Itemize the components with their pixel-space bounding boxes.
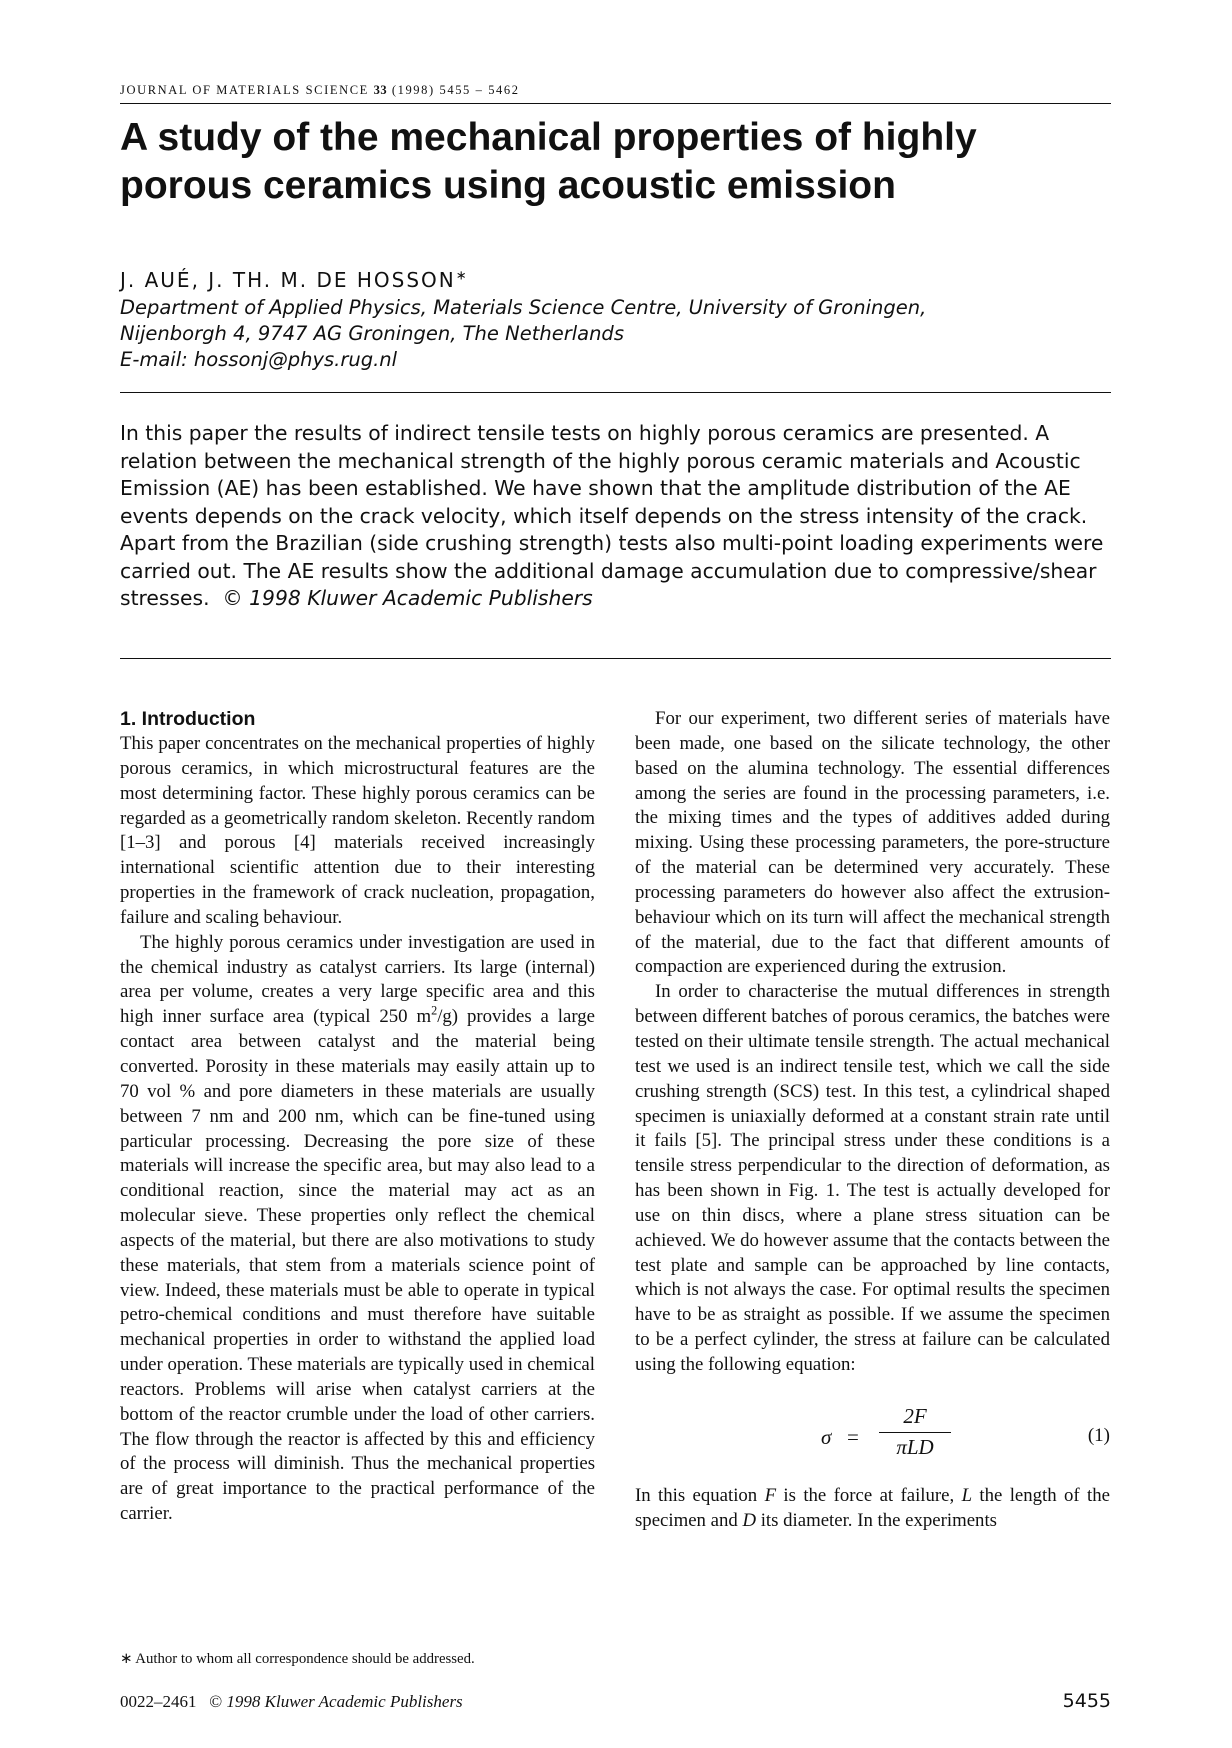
author-footnote: ∗ Author to whom all correspondence should be addressed. [120, 1651, 475, 1667]
symbol-l: L [961, 1484, 973, 1506]
author-list [120, 268, 469, 292]
journal-name: JOURNAL OF MATERIALS SCIENCE [120, 83, 369, 97]
affiliation-line-2: Nijenborgh 4, 9747 AG Groningen, The Netherlands [120, 322, 624, 345]
paper-page [120, 0, 1111, 1748]
header-rule [120, 103, 1111, 104]
intro-paragraph-2 [120, 931, 595, 1527]
p5-text-c: the length of the specimen and [635, 1484, 1110, 1531]
abstract-bottom-rule [120, 658, 1111, 659]
journal-volume: 33 [373, 83, 388, 97]
equation-denominator: πLD [896, 1434, 934, 1459]
p5-text-a: In this equation [635, 1484, 765, 1506]
journal-year-pages: (1998) 5455 – 5462 [391, 83, 520, 97]
left-column [120, 707, 595, 1527]
intro-paragraph-2-text-a: The highly porous ceramics under investigation are used in the chemical industry as catalyst carriers. Its large (internal) area per volume, creates a very large specific area and this high inner surface area (typical 250 m [120, 931, 595, 1028]
equation-lhs: σ [821, 1424, 832, 1449]
affiliation [120, 295, 1111, 373]
page-number: 5455 [1062, 1690, 1111, 1712]
author-names: J. AUÉ, J. TH. M. DE HOSSON [120, 268, 456, 292]
footer-copyright-text: 1998 Kluwer Academic Publishers [226, 1692, 463, 1711]
copyright-publisher: Kluwer Academic Publishers [307, 586, 593, 610]
section-heading: 1. Introduction [120, 708, 256, 730]
abstract-text: In this paper the results of indirect tensile tests on highly porous ceramics are presented. A relation between the mechanical strength of the highly porous ceramic materials and Acoustic Emission (AE) has been established. We have shown that the amplitude distribution of the AE events depends on the crack velocity, which itself depends on the stress intensity of the crack. Apart from the Brazilian (side crushing strength) tests also multi-point loading experiments were carried out. The AE results show the additional damage accumulation due to compressive/shear stresses. [120, 421, 1104, 610]
intro-paragraph-2-text-b: /g) provides a large contact area between catalyst and the material being converted. Porosity in these materials may easily attain up to 70 vol % and pore diameters in these materials are usually between 7 nm and 200 nm, which can be fine-tuned using particular processing. Decreasing the pore size of these materials will increase the specific area, but may also lead to a conditional reaction, since the material may act as an molecular sieve. These properties only reflect the chemical aspects of the material, but there are also motivations to study these materials, that stem from a materials science point of view. Indeed, these materials must be able to operate in typical petro-chemical conditions and must therefore have suitable mechanical properties in order to withstand the applied load under operation. These materials are typically used in chemical reactors. Problems will arise when catalyst carriers at the bottom of the reactor crumble under the load of other carriers. The flow through the reactor is affected by this and efficiency of the process will diminish. Thus the mechanical properties are of great importance to the practical performance of the carrier. [120, 1006, 595, 1525]
intro-paragraph-3: For our experiment, two different series of materials have been made, one based on the silicate technology, the other based on the alumina technology. The essential differences among the series are found in the processing parameters, i.e. the mixing times and the types of additives added during mixing. Using these processing parameters, the pore-structure of the material can be determined very accurately. These processing parameters do however also affect the extrusion-behaviour which on its turn will affect the mechanical strength of the material, due to the fact that different amounts of compaction are experienced during the extrusion. [635, 708, 1110, 978]
issn: 0022–2461 [120, 1692, 197, 1711]
intro-paragraph-1: This paper concentrates on the mechanical properties of highly porous ceramics, in which microstructural features are the most determining factor. These highly porous ceramics can be regarded as a geometrically random skeleton. Recently random [1–3] and porous [4] materials received increasingly international scientific attention due to their interesting properties in the framework of crack nucleation, propagation, failure and scaling behaviour. [120, 733, 595, 928]
equation-number: (1) [1087, 1424, 1110, 1446]
superscript-2: 2 [431, 1004, 438, 1019]
fraction-bar [879, 1432, 951, 1433]
abstract-top-rule [120, 392, 1111, 393]
abstract [120, 420, 1111, 613]
equation-numerator: 2F [903, 1403, 927, 1428]
symbol-f: F [764, 1484, 777, 1506]
p5-text-d: its diameter. In the experiments [756, 1509, 997, 1531]
symbol-d: D [742, 1509, 757, 1531]
equation-fraction [879, 1404, 951, 1460]
author-footnote-mark: ∗ [455, 268, 469, 284]
journal-header [120, 83, 520, 98]
intro-paragraph-4: In order to characterise the mutual differences in strength between different batches of porous ceramics, the batches were tested on their ultimate tensile strength. The actual mechanical test we used is an indirect tensile test, which we call the side crushing strength (SCS) test. In this test, a cylindrical shaped specimen is uniaxially deformed at a constant strain rate until it fails [5]. The principal stress under these conditions is a tensile stress perpendicular to the direction of deformation, as has been shown in Fig. 1. The test is actually developed for use on thin discs, where a plane stress situation can be achieved. We do however assume that the contacts between the test plate and sample can be approached by line contacts, which is not always the case. For optimal results the specimen have to be as straight as possible. If we assume the specimen to be a perfect cylinder, the stress at failure can be calculated using the following equation: [635, 981, 1110, 1375]
paper-title: A study of the mechanical properties of highly porous ceramics using acoustic emission [120, 116, 977, 207]
footer-issn-line [120, 1692, 463, 1712]
affiliation-line-1: Department of Applied Physics, Materials Science Centre, University of Groningen, [120, 296, 927, 319]
right-column [635, 707, 1110, 1533]
footer-copyright-symbol: © [209, 1692, 223, 1711]
intro-paragraph-5 [635, 1484, 1110, 1534]
author-email: E-mail: hossonj@phys.rug.nl [120, 348, 398, 371]
equation-1 [635, 1396, 1110, 1470]
p5-text-b: is the force at failure, [776, 1484, 962, 1506]
copyright-symbol: © [222, 586, 243, 610]
equation-equals: = [847, 1424, 859, 1449]
copyright-year: 1998 [249, 586, 301, 610]
